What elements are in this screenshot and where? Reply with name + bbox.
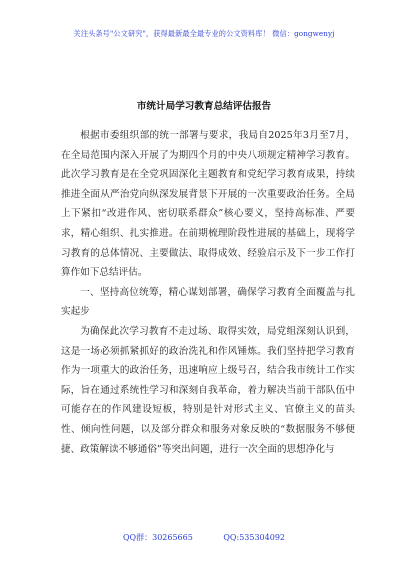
document-title: 市统计局学习教育总结评估报告 (136, 101, 272, 112)
footer-contact (0, 532, 408, 543)
section-heading-1: 一、坚持高位统筹，精心谋划部署，确保学习教育全面覆盖与扎实起步 (61, 286, 355, 318)
qq-group-number: QQ群：30265665 (122, 533, 193, 542)
qq-number: QQ:535304092 (223, 533, 285, 542)
paragraph-intro: 根据市委组织部的统一部署与要求，我局自2025年3月至7月，在全局范围内深入开展了为期四个月的中央八项规定精神学习教育。此次学习教育是在全党巩固深化主题教育和党纪学习教育成果，持续推进全面从严治党向纵深发展背景下开展的一次重要政治任务。全局上下紧扣“改进作风、密切联系群众”核心要义，坚持高标准、严要求，精心组织、扎实推进。在前期梳理阶段性进展的基础上，现将学习教育的总体情况、主要做法、取得成效、经验启示及下一步工作打算作如下总结评估。 (61, 130, 355, 279)
header-banner: 关注头条号"公文研究"，获得最新最全最专业的公文资料库！ 微信：gongwenyj (73, 29, 335, 38)
document-body (61, 126, 355, 459)
paragraph-section-1: 为确保此次学习教育不走过场、取得实效，局党组深刻认识到，这是一场必须抓紧抓好的政治洗礼和作风锤炼。我们坚持把学习教育作为一项重大的政治任务，迅速响应上级号召，结合我市统计工作实际，旨在通过系统性学习和深刻自我革命，着力解决当前干部队伍中可能存在的作风建设短板，特别是针对形式主义、官僚主义的苗头性、倾向性问题，以及部分群众和服务对象反映的“数据服务不够便捷、政策解读不够通俗”等突出问题，进行一次全面的思想净化与 (61, 325, 355, 455)
